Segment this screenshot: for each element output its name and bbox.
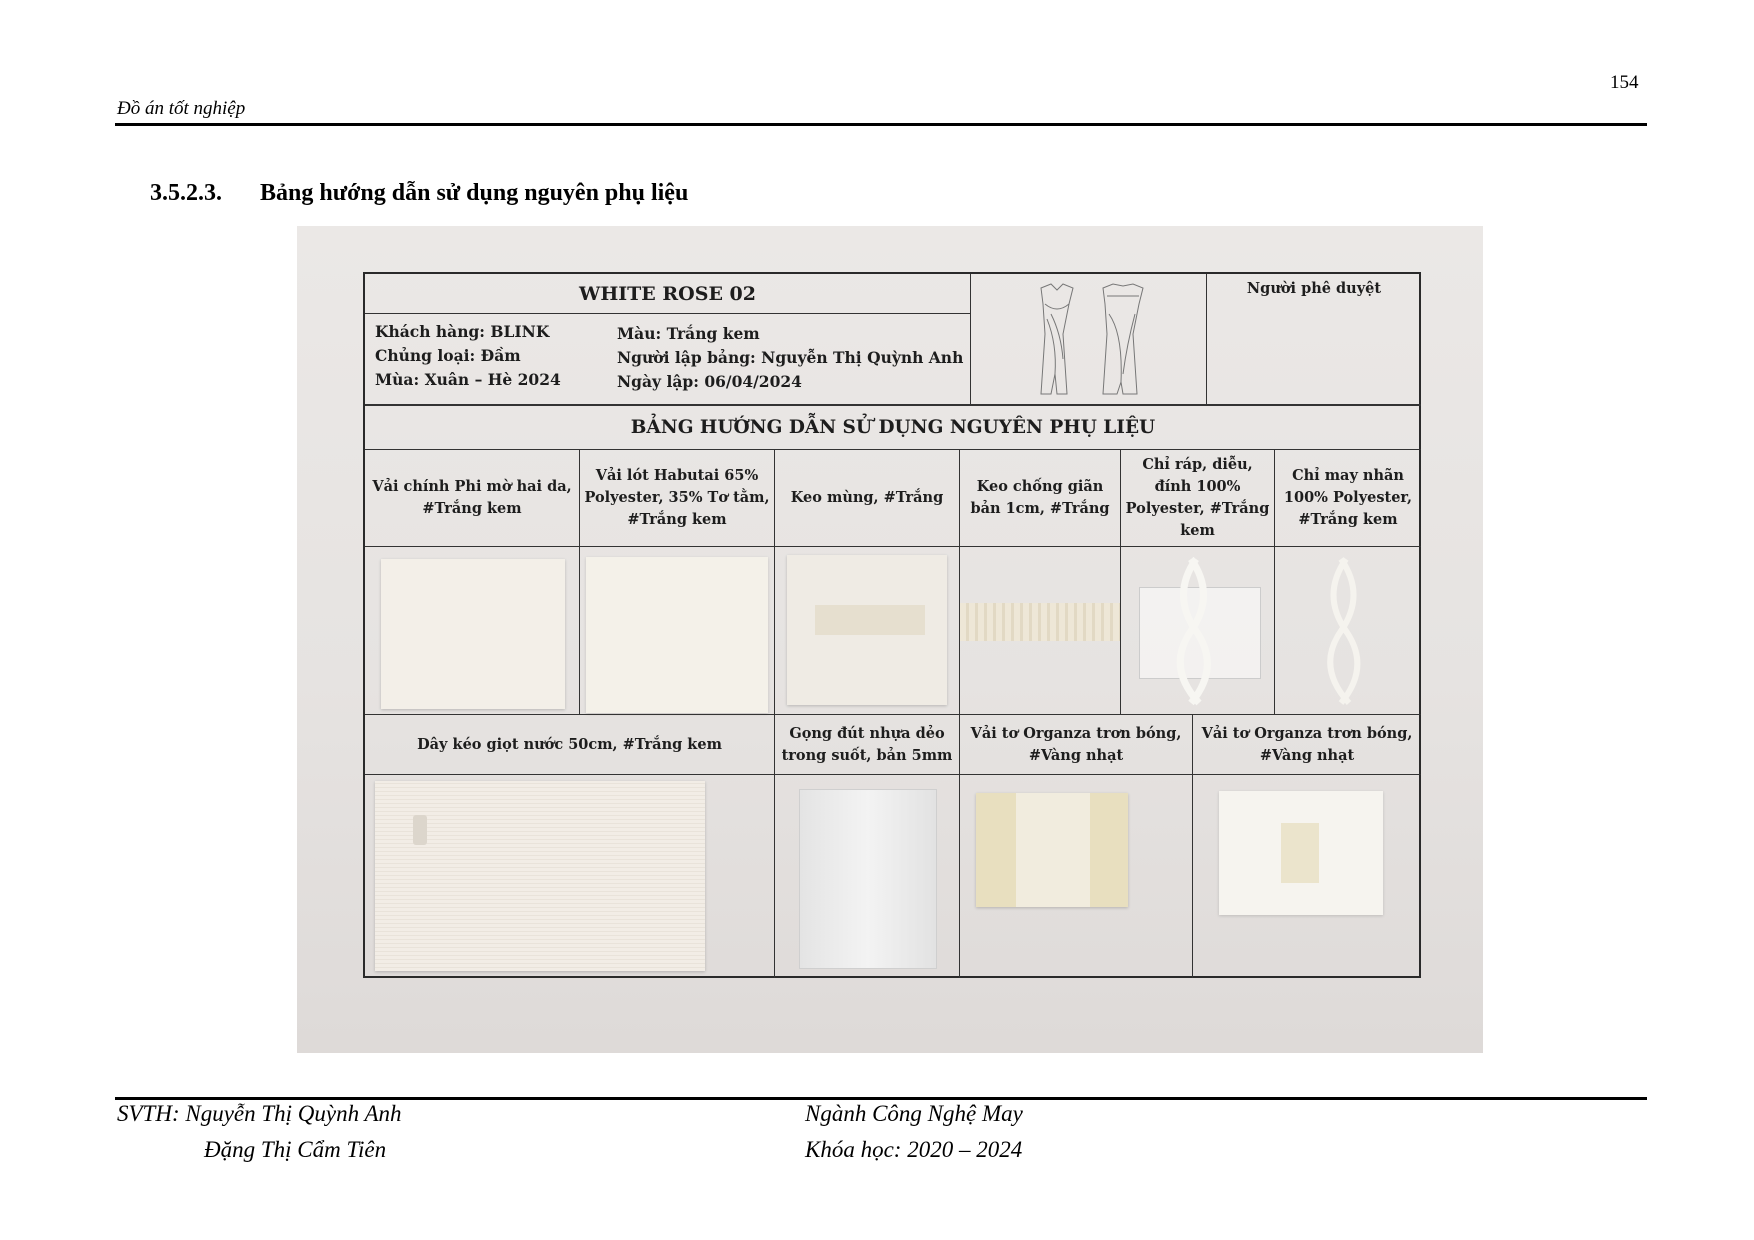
dress-sketch: [971, 274, 1207, 404]
swatch-organza-2-piece: [1281, 823, 1319, 883]
swatch-lining: [586, 557, 768, 713]
footer-course: Khóa học: 2020 – 2024: [805, 1137, 1023, 1162]
material-label-4: Keo chống giãn bản 1cm, #Trắng: [959, 450, 1120, 546]
color-text: Màu: Trắng kem: [617, 324, 760, 343]
zipper-pull-icon: [413, 815, 427, 845]
swatch-main-fabric: [381, 559, 565, 709]
swatch-cell-5: [1120, 546, 1274, 714]
material-label-5: Chỉ ráp, diễu, đính 100% Polyester, #Trắng kem: [1120, 450, 1274, 546]
document-header-title: Đồ án tốt nghiệp: [117, 98, 246, 119]
material-guide-sheet: [363, 272, 1421, 978]
swatch-cell-6: [1274, 546, 1421, 714]
swatch-cell-10: [1192, 774, 1421, 978]
thread-skein-icon: [1161, 555, 1231, 707]
swatch-organza-1-edge-right: [1090, 793, 1128, 907]
sheet-title: WHITE ROSE 02: [365, 274, 971, 314]
category-text: Chủng loại: Đầm: [375, 346, 521, 365]
footer-rule: [115, 1097, 1647, 1100]
material-label-3: Keo mùng, #Trắng: [774, 450, 959, 546]
season-text: Mùa: Xuân – Hè 2024: [375, 370, 561, 389]
swatch-cell-8: [774, 774, 959, 978]
footer-major: Ngành Công Nghệ May: [805, 1101, 1023, 1126]
swatch-cell-2: [579, 546, 774, 714]
header-rule: [115, 123, 1647, 126]
page-number: 154: [1610, 72, 1639, 93]
swatch-cell-1: [365, 546, 579, 714]
section-title: Bảng hướng dẫn sử dụng nguyên phụ liệu: [260, 180, 689, 206]
swatch-cell-4: [959, 546, 1120, 714]
approver-cell: Người phê duyệt: [1246, 280, 1382, 297]
footer-student-2: Đặng Thị Cẩm Tiên: [204, 1137, 387, 1162]
material-label-6: Chỉ may nhãn 100% Polyester, #Trắng kem: [1274, 450, 1421, 546]
dress-sketch-icon: [971, 274, 1205, 402]
material-label-1: Vải chính Phi mờ hai da, #Trắng kem: [372, 478, 572, 517]
label-thread-skein-icon: [1311, 555, 1381, 707]
swatch-stay-tape: [960, 603, 1121, 641]
section-heading: [150, 180, 688, 207]
material-label-8: Gọng đút nhựa dẻo trong suốt, bản 5mm: [774, 714, 959, 774]
swatch-cell-3: [774, 546, 959, 714]
section-number: 3.5.2.3.: [150, 180, 222, 206]
material-label-2: Vải lót Habutai 65% Polyester, 35% Tơ tằm, #Trắng kem: [579, 450, 774, 546]
material-label-9: Vải tơ Organza trơn bóng, #Vàng nhạt: [959, 714, 1192, 774]
footer-student: SVTH: Nguyễn Thị Quỳnh Anh: [117, 1101, 402, 1126]
swatch-interfacing-piece: [815, 605, 925, 635]
sheet-info: [365, 314, 971, 404]
swatch-cell-7: [365, 774, 774, 978]
swatch-organza-1-edge: [976, 793, 1016, 907]
material-sheet-photo: [297, 226, 1483, 1053]
swatch-cell-9: [959, 774, 1192, 978]
swatch-zipper: [375, 781, 705, 971]
swatch-boning: [799, 789, 937, 969]
guide-title: BẢNG HƯỚNG DẪN SỬ DỤNG NGUYÊN PHỤ LIỆU: [365, 404, 1421, 450]
material-label-10: Vải tơ Organza trơn bóng, #Vàng nhạt: [1192, 714, 1421, 774]
customer-text: Khách hàng: BLINK: [375, 322, 550, 341]
material-label-7: Dây kéo giọt nước 50cm, #Trắng kem: [365, 714, 774, 774]
creator-text: Người lập bảng: Nguyễn Thị Quỳnh Anh: [617, 348, 964, 367]
date-text: Ngày lập: 06/04/2024: [617, 372, 802, 391]
